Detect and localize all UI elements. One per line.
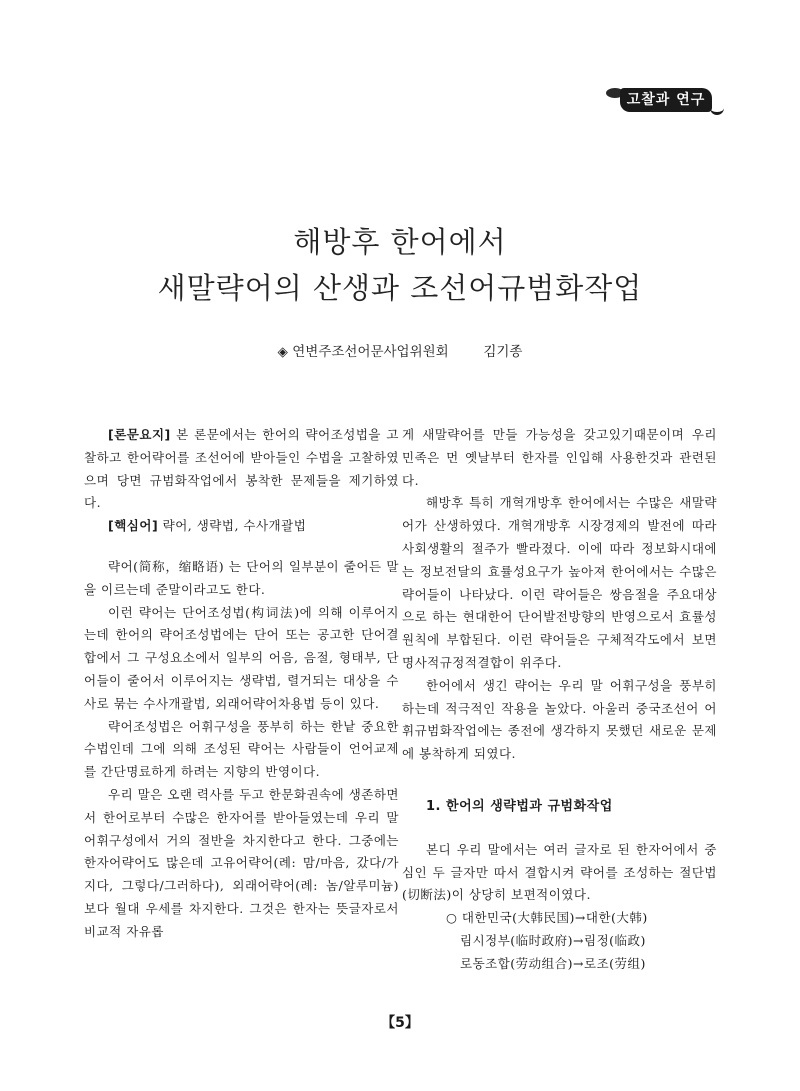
body-paragraph: 게 새말략어를 만들 가능성을 갖고있기때문이며 우리 민족은 먼 옛날부터 한자를 인입해 사용한것과 관련된다. — [402, 427, 717, 488]
example-item: 로동조합(劳动组合)→로조(劳组) — [460, 955, 646, 971]
keywords-text: 략어, 생략법, 수사개괄법 — [158, 518, 307, 534]
keywords — [84, 515, 399, 538]
left-column — [84, 424, 399, 944]
body-paragraph: 한어에서 생긴 략어는 우리 말 어휘구성을 풍부히 하는데 적극적인 작용을 놀았다. 아울러 중국조선어 어휘규범화작업에는 종전에 생각하지 못했던 새로운 문제에 봉착하게 되였다. — [402, 677, 717, 762]
example-item: ○ 대한민국(大韩民国)→대한(大韩) — [446, 910, 648, 926]
keywords-label: [핵심어] — [108, 518, 159, 534]
section-heading: 1. 한어의 생략법과 규범화작업 — [426, 798, 613, 814]
section-logo — [606, 80, 726, 120]
body-paragraph: 본디 우리 말에서는 여러 글자로 된 한자어에서 중심인 두 글자만 따서 결합시켜 략어를 조성하는 절단법(切断法)이 상당히 보편적이였다. — [402, 841, 717, 903]
body-paragraph: 략어(简称，缩略语) 는 단어의 일부분이 줄어든 말을 이르는데 준말이라고도 한다. — [84, 558, 399, 597]
logo-tail-icon — [710, 102, 724, 115]
example-item: 림시정부(临时政府)→림정(临政) — [460, 932, 646, 948]
author-organization: 연변주조선어문사업위원회 — [292, 344, 449, 360]
title-line-2: 새말략어의 산생과 조선어규범화작업 — [157, 271, 643, 305]
right-column — [402, 424, 717, 976]
body-paragraph: 략어조성법은 어휘구성을 풍부히 하는 한낱 중요한 수법인데 그에 의해 조성된 략어는 사람들이 언어교제를 간단명료하게 하려는 지향의 반영이다. — [84, 718, 399, 780]
diamond-icon: ◈ — [277, 344, 288, 360]
author-line — [0, 340, 800, 360]
author-name: 김기종 — [483, 344, 523, 360]
page-number: 【5】 — [381, 1015, 419, 1031]
abstract-text: 본 론문에서는 한어의 략어조성법을 고찰하고 한어략어를 조선어에 받아들인 수법을 고찰하였으며 당면 규범화작업에서 봉착한 문제들을 제기하였다. — [84, 427, 399, 511]
body-paragraph: 우리 말은 오랜 력사를 두고 한문화권속에 생존하면서 한어로부터 수많은 한자어를 받아들였는데 우리 말 어휘구성에서 거의 절반을 차지한다고 한다. 그중에는 한자어략어도 많은데 고유어략어(례: 맘/마음, 갔다/가지다, 그렇다/그러하다), 외래어략어(례: 놈/알루미늄)보다 월대 우세를 차지한다. 그것은 한자는 뜻글자로서 비교적 자유롭 — [84, 786, 399, 939]
abstract-label: [론문요지] — [108, 427, 171, 442]
title-line-1: 해방후 한어에서 — [293, 225, 507, 259]
body-paragraph: 해방후 특히 개혁개방후 한어에서는 수많은 새말략어가 산생하였다. 개혁개방후 시장경제의 발전에 따라 사회생활의 절주가 빨라졌다. 이에 따라 정보화시대에는 정보전달의 효률성요구가 높아져 한어에서는 수많은 략어들이 나타났다. 이런 략어들은 쌍음절을 주요대상으로 하는 현대한어 단어발전방향의 반영으로서 효률성원칙에 부합된다. 이런 략어들은 구체적각도에서 보면 명사적규정적결합이 위주다. — [402, 495, 717, 670]
abstract — [84, 424, 399, 515]
section-label: 고찰과 연구 — [620, 88, 712, 112]
body-paragraph: 이런 략어는 단어조성법(构词法)에 의해 이루어지는데 한어의 략어조성법에는 단어 또는 공고한 단어결합에서 그 구성요소에서 일부의 어음, 음절, 형태부, 단어들이 줄어서 이루어지는 생략법, 렬거되는 대상을 수사로 묶는 수사개괄법, 외래어략어차용법 등이 있다. — [84, 604, 399, 711]
